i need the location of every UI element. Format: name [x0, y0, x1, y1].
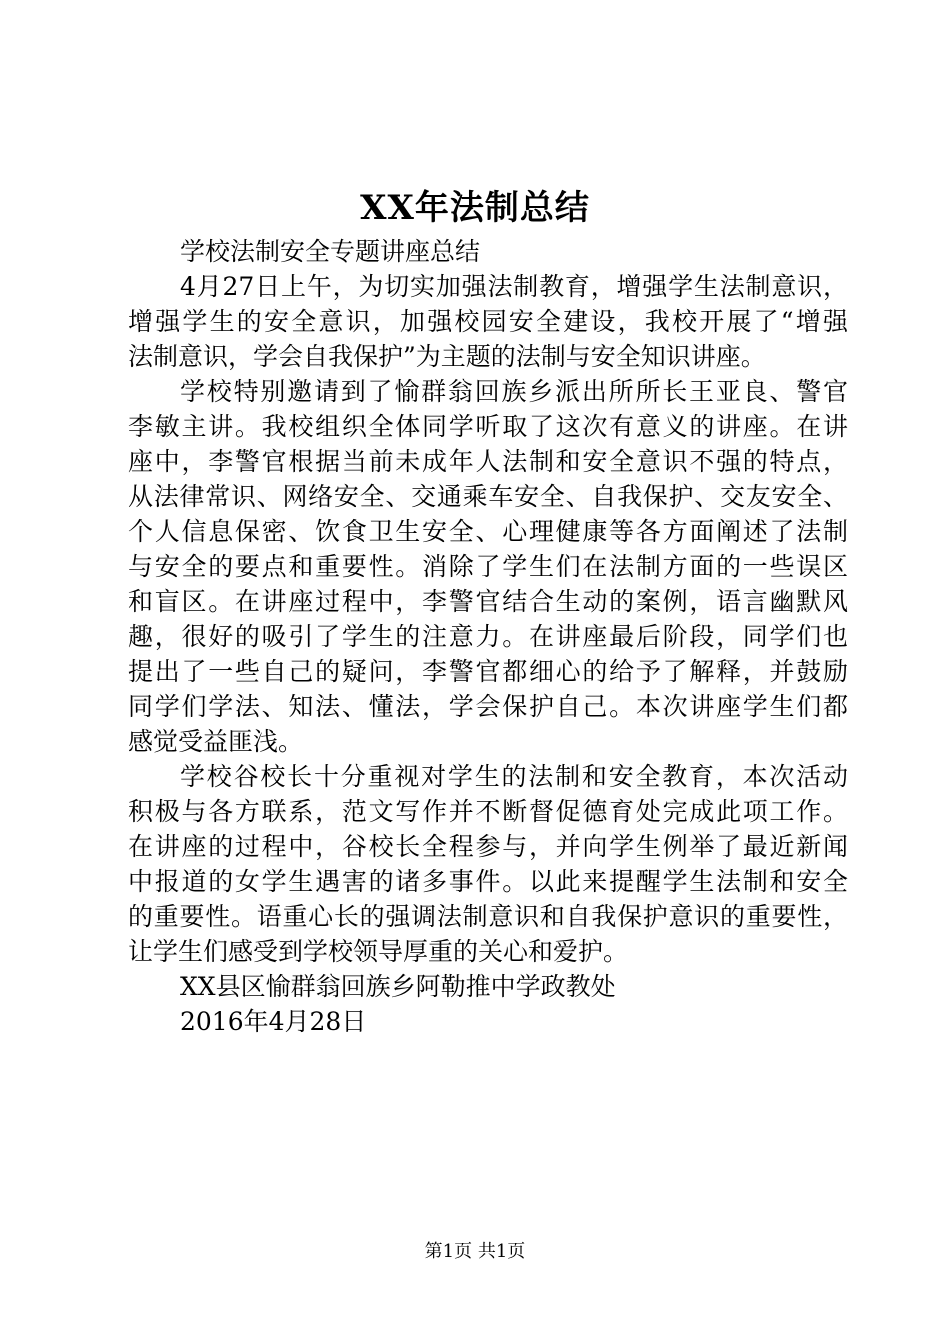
- text-line: 中报道的女学生遇害的诸多事件。以此来提醒学生法制和安全: [128, 867, 848, 896]
- text-line: 4月27日上午，为切实加强法制教育，增强学生法制意识，: [180, 272, 848, 301]
- document-title: XX年法制总结: [360, 188, 590, 228]
- text-line: 增强学生的安全意识，加强校园安全建设，我校开展了“增强: [128, 307, 848, 336]
- text-line: 感觉受益匪浅。: [128, 727, 304, 756]
- text-line: 趣，很好的吸引了学生的注意力。在讲座最后阶段，同学们也: [128, 622, 848, 651]
- text-line: 与安全的要点和重要性。消除了学生们在法制方面的一些误区: [128, 552, 848, 581]
- text-line: 李敏主讲。我校组织全体同学听取了这次有意义的讲座。在讲: [128, 412, 848, 441]
- text-line: 学校谷校长十分重视对学生的法制和安全教育，本次活动: [180, 762, 848, 791]
- text-line: 座中，李警官根据当前未成年人法制和安全意识不强的特点，: [128, 447, 848, 476]
- text-line: 同学们学法、知法、懂法，学会保护自己。本次讲座学生们都: [128, 692, 848, 721]
- page-footer: 第1页 共1页: [424, 1241, 526, 1262]
- text-line: 积极与各方联系，范文写作并不断督促德育处完成此项工作。: [128, 797, 848, 826]
- text-line: 在讲座的过程中，谷校长全程参与，并向学生例举了最近新闻: [128, 832, 848, 861]
- text-line: 提出了一些自己的疑问，李警官都细心的给予了解释，并鼓励: [128, 657, 848, 686]
- text-line: 让学生们感受到学校领导厚重的关心和爱护。: [128, 937, 629, 966]
- text-line: 学校特别邀请到了愉群翁回族乡派出所所长王亚良、警官: [180, 377, 848, 406]
- text-line: 法制意识，学会自我保护”为主题的法制与安全知识讲座。: [128, 342, 766, 371]
- text-line: 从法律常识、网络安全、交通乘车安全、自我保护、交友安全、: [128, 482, 848, 511]
- text-line: 和盲区。在讲座过程中，李警官结合生动的案例，语言幽默风: [128, 587, 848, 616]
- text-line: 2016年4月28日: [180, 1007, 367, 1036]
- text-line: 学校法制安全专题讲座总结: [180, 237, 481, 266]
- text-line: 个人信息保密、饮食卫生安全、心理健康等各方面阐述了法制: [128, 517, 848, 546]
- text-line: 的重要性。语重心长的强调法制意识和自我保护意识的重要性，: [128, 902, 848, 931]
- text-line: XX县区愉群翁回族乡阿勒推中学政教处: [180, 972, 616, 1001]
- document-body: [128, 234, 848, 1039]
